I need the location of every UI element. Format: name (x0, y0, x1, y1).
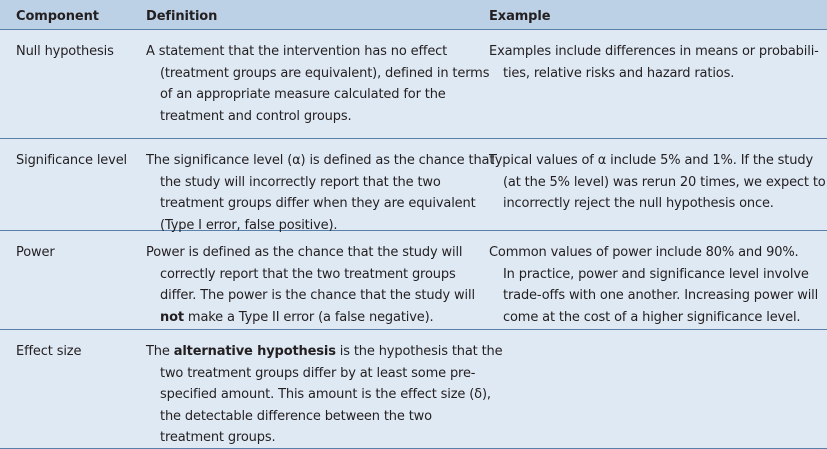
table-row (0, 139, 827, 231)
example-cell (489, 150, 826, 215)
example-line (489, 307, 819, 329)
table-row (0, 330, 827, 449)
text-run: of an appropriate measure calculated for the (160, 87, 446, 102)
example-line (489, 150, 819, 172)
definition-line (146, 264, 480, 286)
text-run: two treatment groups differ by at least some pre- (160, 365, 476, 381)
table-row (0, 231, 827, 330)
example-cell (489, 242, 819, 328)
text-run: come at the cost of a higher significance level. (503, 309, 801, 325)
header-component: Component (16, 9, 99, 24)
text-run: specified amount. This amount is the effect size (δ), (160, 387, 491, 402)
definition-line (146, 384, 491, 406)
definition-line (146, 63, 490, 85)
text-run: make a Type II error (a false negative). (183, 309, 434, 325)
header-example: Example (489, 9, 551, 24)
definition-line (146, 84, 480, 106)
text-run: The (146, 344, 174, 359)
text-run: correctly report that the two treatment groups (160, 266, 456, 282)
text-run: treatment and control groups. (160, 108, 352, 124)
definition-line (146, 406, 480, 428)
text-run: the detectable difference between the two (160, 408, 432, 424)
text-run: ties, relative risks and hazard ratios. (503, 65, 735, 81)
example-line (489, 285, 819, 307)
text-run: treatment groups differ when they are equivalent (160, 196, 476, 211)
text-run: Power is defined as the chance that the study will (146, 245, 463, 260)
definition-line (146, 41, 480, 63)
text-run: treatment groups. (160, 430, 276, 445)
example-cell (489, 41, 819, 84)
header-definition: Definition (146, 9, 218, 24)
text-run: incorrectly reject the null hypothesis once. (503, 196, 774, 211)
definition-cell (146, 41, 490, 127)
text-run: The significance level (α) is defined as the chance that (146, 153, 495, 168)
example-line (489, 242, 819, 264)
definition-line (146, 193, 480, 215)
definition-line (146, 285, 480, 307)
definition-line (146, 341, 503, 363)
definition-line (146, 172, 480, 194)
text-run: differ. The power is the chance that the study will (160, 288, 475, 303)
definition-cell (146, 341, 503, 449)
table-row (0, 30, 827, 139)
example-line (489, 63, 819, 85)
text-run: (Type I error, false positive). (160, 217, 338, 233)
definition-cell (146, 150, 495, 236)
example-line (489, 172, 826, 194)
definition-line (146, 242, 480, 264)
text-run: Typical values of α include 5% and 1%. If the study (489, 153, 813, 168)
definition-line (146, 106, 480, 128)
component-cell: Power (16, 245, 55, 260)
text-run: A statement that the intervention has no effect (146, 44, 448, 59)
definition-line (146, 150, 495, 172)
definition-cell (146, 242, 480, 328)
component-cell: Significance level (16, 153, 127, 168)
text-run: the study will incorrectly report that the two (160, 174, 441, 190)
example-line (489, 193, 819, 215)
definition-line (146, 307, 480, 329)
text-run: (at the 5% level) was rerun 20 times, we expect to (503, 174, 826, 190)
table-header (0, 0, 827, 30)
text-run: In practice, power and significance level involve (503, 266, 809, 282)
text-run: is the hypothesis that the (335, 344, 503, 359)
definition-line (146, 363, 480, 385)
bold-term: not (160, 309, 184, 325)
definition-line (146, 427, 480, 449)
bold-term: alternative hypothesis (173, 344, 336, 359)
text-run: trade-offs with one another. Increasing power will (503, 288, 819, 303)
text-run: (treatment groups are equivalent), defined in terms (160, 65, 490, 81)
example-line (489, 264, 819, 286)
component-cell: Effect size (16, 344, 82, 359)
component-cell: Null hypothesis (16, 44, 114, 59)
text-run: Examples include differences in means or probabili- (489, 44, 819, 59)
text-run: Common values of power include 80% and 90%. (489, 245, 799, 260)
example-line (489, 41, 819, 63)
